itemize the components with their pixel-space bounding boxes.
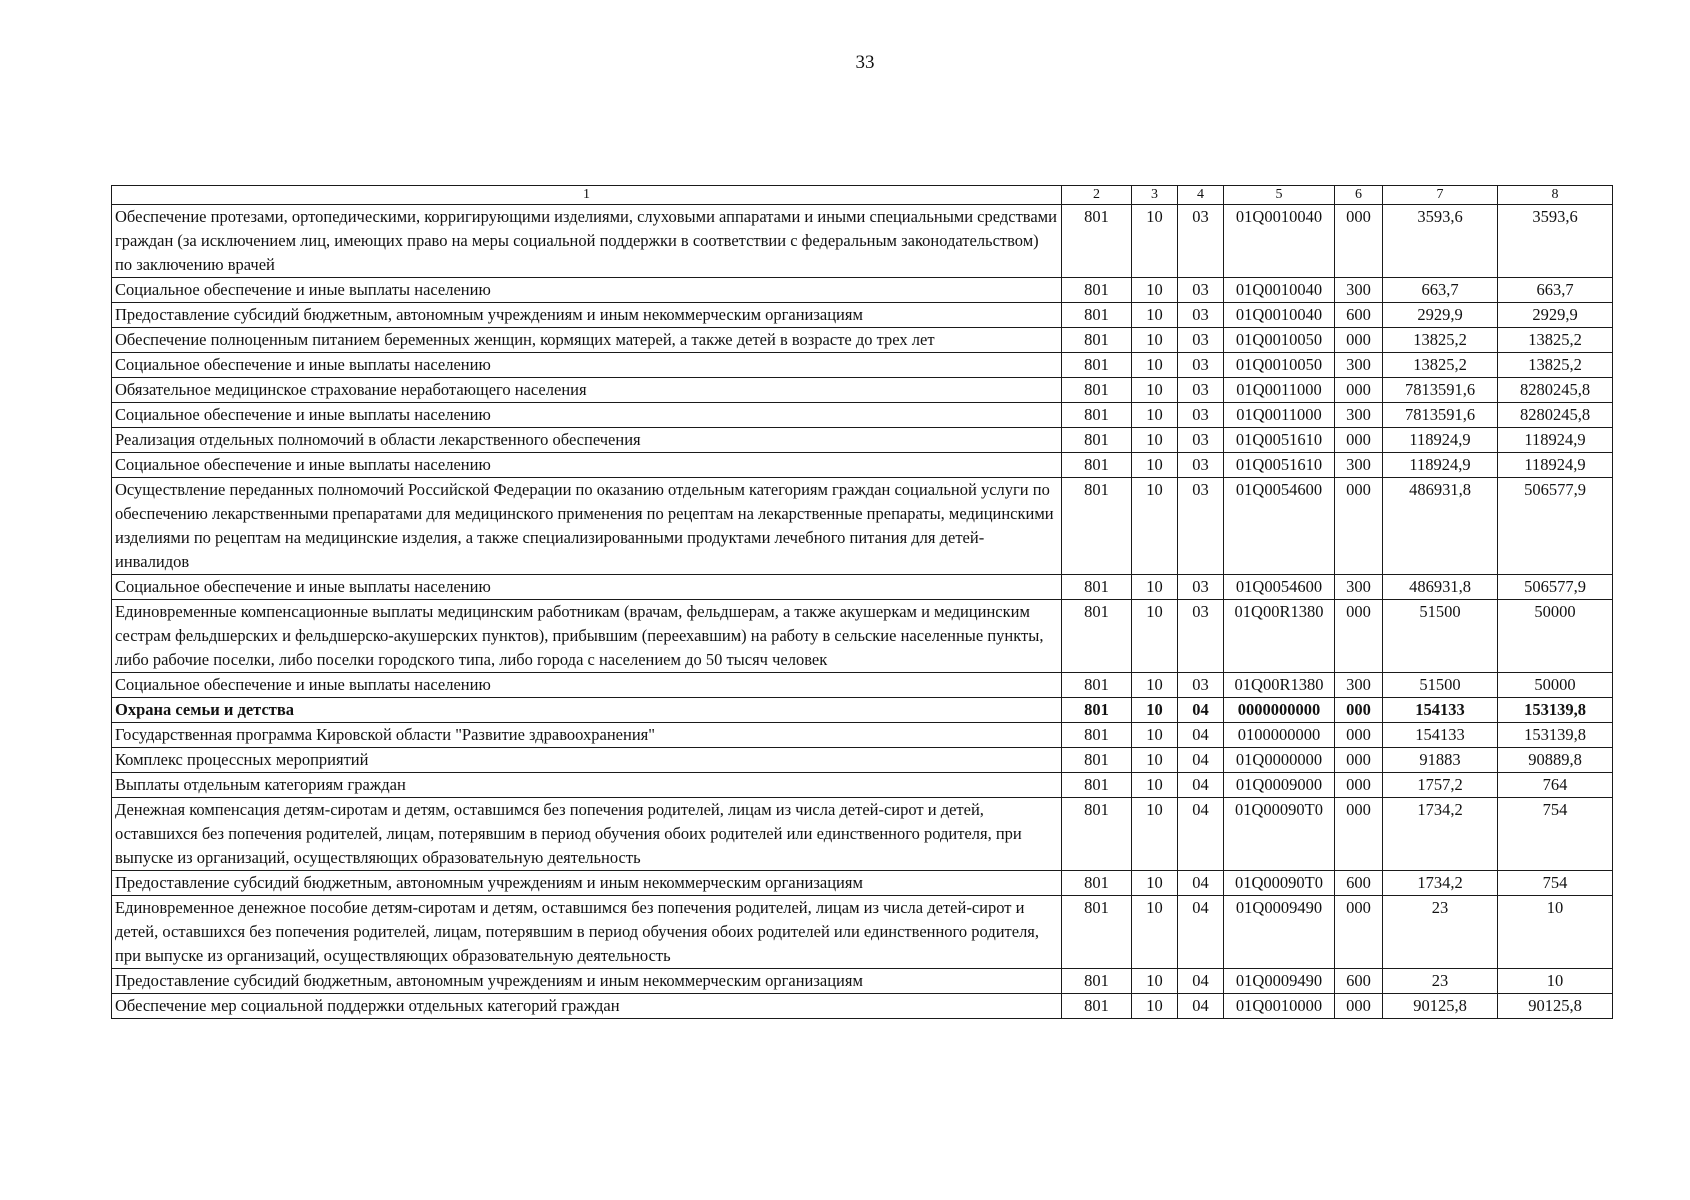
cell-section: 10 [1132, 994, 1178, 1019]
cell-name: Государственная программа Кировской области "Развитие здравоохранения" [112, 723, 1062, 748]
cell-amount-year-1: 663,7 [1383, 278, 1498, 303]
table-row [112, 353, 1613, 378]
cell-target-article: 01Q0054600 [1224, 478, 1335, 575]
cell-amount-year-2: 8280245,8 [1498, 378, 1613, 403]
cell-target-article: 01Q0011000 [1224, 378, 1335, 403]
table-row [112, 871, 1613, 896]
cell-subsection: 04 [1178, 871, 1224, 896]
cell-section: 10 [1132, 353, 1178, 378]
cell-amount-year-1: 23 [1383, 969, 1498, 994]
cell-amount-year-1: 90125,8 [1383, 994, 1498, 1019]
cell-name: Социальное обеспечение и иные выплаты населению [112, 403, 1062, 428]
cell-section: 10 [1132, 871, 1178, 896]
cell-ministry-code: 801 [1062, 453, 1132, 478]
cell-section: 10 [1132, 896, 1178, 969]
cell-amount-year-1: 13825,2 [1383, 328, 1498, 353]
table-row [112, 453, 1613, 478]
cell-section: 10 [1132, 698, 1178, 723]
cell-expense-type: 000 [1335, 798, 1383, 871]
cell-target-article: 01Q0010040 [1224, 303, 1335, 328]
cell-target-article: 01Q00R1380 [1224, 673, 1335, 698]
table-row [112, 896, 1613, 969]
cell-subsection: 04 [1178, 773, 1224, 798]
cell-amount-year-2: 118924,9 [1498, 428, 1613, 453]
cell-section: 10 [1132, 798, 1178, 871]
cell-subsection: 03 [1178, 575, 1224, 600]
cell-expense-type: 300 [1335, 575, 1383, 600]
cell-subsection: 04 [1178, 896, 1224, 969]
table-row [112, 723, 1613, 748]
cell-expense-type: 000 [1335, 600, 1383, 673]
cell-amount-year-2: 118924,9 [1498, 453, 1613, 478]
cell-amount-year-1: 2929,9 [1383, 303, 1498, 328]
table-row [112, 773, 1613, 798]
table-header-row [112, 186, 1613, 205]
cell-name: Социальное обеспечение и иные выплаты населению [112, 575, 1062, 600]
cell-section: 10 [1132, 969, 1178, 994]
budget-table-container [111, 185, 1612, 1019]
header-col-3: 3 [1132, 186, 1178, 205]
cell-target-article: 01Q0009000 [1224, 773, 1335, 798]
cell-amount-year-1: 7813591,6 [1383, 403, 1498, 428]
cell-name: Социальное обеспечение и иные выплаты населению [112, 278, 1062, 303]
cell-subsection: 03 [1178, 328, 1224, 353]
cell-ministry-code: 801 [1062, 773, 1132, 798]
cell-ministry-code: 801 [1062, 969, 1132, 994]
cell-subsection: 04 [1178, 798, 1224, 871]
cell-amount-year-1: 51500 [1383, 673, 1498, 698]
cell-expense-type: 000 [1335, 698, 1383, 723]
cell-subsection: 03 [1178, 478, 1224, 575]
header-col-5: 5 [1224, 186, 1335, 205]
table-body [112, 205, 1613, 1019]
cell-amount-year-1: 7813591,6 [1383, 378, 1498, 403]
cell-ministry-code: 801 [1062, 378, 1132, 403]
header-col-1: 1 [112, 186, 1062, 205]
cell-name: Денежная компенсация детям-сиротам и детям, оставшимся без попечения родителей, лицам из числа детей-сирот и детей, оставшихся без попечения родителей, лицам, потерявшим в период обучения обоих родителей или единственного родителя, при выпуске из организаций, осуществляющих образовательную деятельность [112, 798, 1062, 871]
cell-ministry-code: 801 [1062, 403, 1132, 428]
cell-amount-year-1: 23 [1383, 896, 1498, 969]
cell-expense-type: 300 [1335, 673, 1383, 698]
cell-amount-year-1: 13825,2 [1383, 353, 1498, 378]
cell-expense-type: 600 [1335, 969, 1383, 994]
cell-target-article: 01Q00R1380 [1224, 600, 1335, 673]
cell-ministry-code: 801 [1062, 278, 1132, 303]
cell-ministry-code: 801 [1062, 723, 1132, 748]
table-row [112, 378, 1613, 403]
cell-subsection: 03 [1178, 453, 1224, 478]
cell-ministry-code: 801 [1062, 428, 1132, 453]
cell-name: Социальное обеспечение и иные выплаты населению [112, 353, 1062, 378]
header-col-8: 8 [1498, 186, 1613, 205]
cell-amount-year-2: 90889,8 [1498, 748, 1613, 773]
cell-amount-year-2: 3593,6 [1498, 205, 1613, 278]
cell-ministry-code: 801 [1062, 698, 1132, 723]
cell-ministry-code: 801 [1062, 798, 1132, 871]
cell-subsection: 04 [1178, 748, 1224, 773]
cell-subsection: 03 [1178, 428, 1224, 453]
table-row [112, 328, 1613, 353]
header-col-7: 7 [1383, 186, 1498, 205]
cell-section: 10 [1132, 453, 1178, 478]
cell-amount-year-2: 506577,9 [1498, 575, 1613, 600]
cell-section: 10 [1132, 600, 1178, 673]
cell-amount-year-1: 118924,9 [1383, 428, 1498, 453]
cell-amount-year-1: 1757,2 [1383, 773, 1498, 798]
cell-ministry-code: 801 [1062, 575, 1132, 600]
cell-expense-type: 600 [1335, 303, 1383, 328]
cell-ministry-code: 801 [1062, 871, 1132, 896]
cell-ministry-code: 801 [1062, 994, 1132, 1019]
cell-subsection: 03 [1178, 673, 1224, 698]
cell-section: 10 [1132, 403, 1178, 428]
cell-name: Комплекс процессных мероприятий [112, 748, 1062, 773]
cell-amount-year-2: 13825,2 [1498, 328, 1613, 353]
header-col-4: 4 [1178, 186, 1224, 205]
cell-section: 10 [1132, 773, 1178, 798]
cell-name: Предоставление субсидий бюджетным, автономным учреждениям и иным некоммерческим организациям [112, 303, 1062, 328]
cell-target-article: 0100000000 [1224, 723, 1335, 748]
cell-name: Предоставление субсидий бюджетным, автономным учреждениям и иным некоммерческим организациям [112, 871, 1062, 896]
cell-ministry-code: 801 [1062, 478, 1132, 575]
cell-expense-type: 000 [1335, 994, 1383, 1019]
cell-target-article: 01Q0010050 [1224, 353, 1335, 378]
cell-subsection: 03 [1178, 303, 1224, 328]
cell-target-article: 01Q0010040 [1224, 205, 1335, 278]
cell-amount-year-2: 90125,8 [1498, 994, 1613, 1019]
cell-name: Социальное обеспечение и иные выплаты населению [112, 673, 1062, 698]
cell-subsection: 03 [1178, 403, 1224, 428]
cell-amount-year-1: 1734,2 [1383, 798, 1498, 871]
cell-amount-year-1: 118924,9 [1383, 453, 1498, 478]
cell-amount-year-2: 754 [1498, 871, 1613, 896]
cell-expense-type: 000 [1335, 205, 1383, 278]
cell-subsection: 04 [1178, 723, 1224, 748]
cell-ministry-code: 801 [1062, 896, 1132, 969]
table-row [112, 969, 1613, 994]
cell-subsection: 04 [1178, 698, 1224, 723]
cell-target-article: 01Q0000000 [1224, 748, 1335, 773]
cell-expense-type: 000 [1335, 328, 1383, 353]
cell-target-article: 01Q00090T0 [1224, 871, 1335, 896]
cell-amount-year-1: 3593,6 [1383, 205, 1498, 278]
cell-subsection: 03 [1178, 353, 1224, 378]
cell-amount-year-2: 153139,8 [1498, 698, 1613, 723]
cell-expense-type: 300 [1335, 353, 1383, 378]
cell-expense-type: 600 [1335, 871, 1383, 896]
cell-subsection: 03 [1178, 378, 1224, 403]
cell-name: Выплаты отдельным категориям граждан [112, 773, 1062, 798]
cell-name: Обеспечение полноценным питанием беременных женщин, кормящих матерей, а также детей в возрасте до трех лет [112, 328, 1062, 353]
cell-amount-year-2: 506577,9 [1498, 478, 1613, 575]
cell-target-article: 01Q0010050 [1224, 328, 1335, 353]
cell-expense-type: 300 [1335, 278, 1383, 303]
cell-amount-year-2: 764 [1498, 773, 1613, 798]
cell-subsection: 04 [1178, 994, 1224, 1019]
cell-target-article: 01Q0009490 [1224, 896, 1335, 969]
cell-target-article: 01Q0051610 [1224, 453, 1335, 478]
cell-expense-type: 300 [1335, 403, 1383, 428]
cell-subsection: 03 [1178, 205, 1224, 278]
table-row [112, 575, 1613, 600]
cell-ministry-code: 801 [1062, 303, 1132, 328]
cell-section: 10 [1132, 748, 1178, 773]
table-row [112, 278, 1613, 303]
table-row [112, 303, 1613, 328]
cell-subsection: 03 [1178, 600, 1224, 673]
table-row [112, 428, 1613, 453]
cell-expense-type: 000 [1335, 428, 1383, 453]
cell-amount-year-2: 663,7 [1498, 278, 1613, 303]
page-number: 33 [855, 52, 875, 73]
cell-amount-year-1: 154133 [1383, 698, 1498, 723]
cell-target-article: 01Q0051610 [1224, 428, 1335, 453]
cell-expense-type: 300 [1335, 453, 1383, 478]
cell-section: 10 [1132, 205, 1178, 278]
cell-name: Обязательное медицинское страхование неработающего населения [112, 378, 1062, 403]
cell-section: 10 [1132, 575, 1178, 600]
cell-expense-type: 000 [1335, 773, 1383, 798]
cell-amount-year-2: 10 [1498, 969, 1613, 994]
header-col-6: 6 [1335, 186, 1383, 205]
cell-amount-year-1: 1734,2 [1383, 871, 1498, 896]
cell-expense-type: 000 [1335, 748, 1383, 773]
cell-ministry-code: 801 [1062, 353, 1132, 378]
cell-amount-year-1: 486931,8 [1383, 575, 1498, 600]
cell-subsection: 03 [1178, 278, 1224, 303]
cell-name: Охрана семьи и детства [112, 698, 1062, 723]
cell-target-article: 01Q0010000 [1224, 994, 1335, 1019]
cell-section: 10 [1132, 673, 1178, 698]
table-row [112, 205, 1613, 278]
cell-ministry-code: 801 [1062, 673, 1132, 698]
table-row [112, 748, 1613, 773]
table-row [112, 798, 1613, 871]
cell-section: 10 [1132, 328, 1178, 353]
cell-target-article: 01Q0011000 [1224, 403, 1335, 428]
table-row [112, 478, 1613, 575]
cell-ministry-code: 801 [1062, 328, 1132, 353]
cell-ministry-code: 801 [1062, 600, 1132, 673]
cell-name: Социальное обеспечение и иные выплаты населению [112, 453, 1062, 478]
table-row [112, 403, 1613, 428]
cell-expense-type: 000 [1335, 478, 1383, 575]
table-row [112, 994, 1613, 1019]
cell-section: 10 [1132, 478, 1178, 575]
budget-table [111, 185, 1613, 1019]
cell-ministry-code: 801 [1062, 205, 1132, 278]
cell-name: Обеспечение мер социальной поддержки отдельных категорий граждан [112, 994, 1062, 1019]
cell-section: 10 [1132, 303, 1178, 328]
table-row [112, 600, 1613, 673]
cell-subsection: 04 [1178, 969, 1224, 994]
header-col-2: 2 [1062, 186, 1132, 205]
cell-target-article: 01Q00090T0 [1224, 798, 1335, 871]
cell-section: 10 [1132, 378, 1178, 403]
cell-amount-year-2: 2929,9 [1498, 303, 1613, 328]
cell-name: Осуществление переданных полномочий Российской Федерации по оказанию отдельным категориям граждан социальной услуги по обеспечению лекарственными препаратами для медицинского применения по рецептам на лекарственные препараты, медицинскими изделиями по рецептам на медицинские изделия, а также специализированными продуктами лечебного питания для детей-инвалидов [112, 478, 1062, 575]
cell-amount-year-2: 50000 [1498, 673, 1613, 698]
table-row [112, 673, 1613, 698]
cell-amount-year-2: 754 [1498, 798, 1613, 871]
table-row [112, 698, 1613, 723]
cell-amount-year-2: 10 [1498, 896, 1613, 969]
cell-name: Обеспечение протезами, ортопедическими, корригирующими изделиями, слуховыми аппаратами и иными специальными средствами граждан (за исключением лиц, имеющих право на меры социальной поддержки в соответствии с федеральным законодательством) по заключению врачей [112, 205, 1062, 278]
cell-target-article: 0000000000 [1224, 698, 1335, 723]
cell-amount-year-1: 51500 [1383, 600, 1498, 673]
cell-ministry-code: 801 [1062, 748, 1132, 773]
cell-expense-type: 000 [1335, 723, 1383, 748]
cell-expense-type: 000 [1335, 378, 1383, 403]
cell-name: Единовременное денежное пособие детям-сиротам и детям, оставшимся без попечения родителей, лицам из числа детей-сирот и детей, оставшихся без попечения родителей, лицам, потерявшим в период обучения обоих родителей или единственного родителя, при выпуске из организаций, осуществляющих образовательную деятельность [112, 896, 1062, 969]
cell-name: Единовременные компенсационные выплаты медицинским работникам (врачам, фельдшерам, а также акушеркам и медицинским сестрам фельдшерских и фельдшерско-акушерских пунктов), прибывшим (переехавшим) на работу в сельские населенные пункты, либо рабочие поселки, либо поселки городского типа, либо города с населением до 50 тысяч человек [112, 600, 1062, 673]
cell-target-article: 01Q0009490 [1224, 969, 1335, 994]
cell-section: 10 [1132, 428, 1178, 453]
cell-target-article: 01Q0010040 [1224, 278, 1335, 303]
cell-amount-year-1: 91883 [1383, 748, 1498, 773]
cell-amount-year-2: 153139,8 [1498, 723, 1613, 748]
cell-name: Реализация отдельных полномочий в области лекарственного обеспечения [112, 428, 1062, 453]
cell-section: 10 [1132, 723, 1178, 748]
cell-target-article: 01Q0054600 [1224, 575, 1335, 600]
cell-amount-year-2: 8280245,8 [1498, 403, 1613, 428]
cell-name: Предоставление субсидий бюджетным, автономным учреждениям и иным некоммерческим организациям [112, 969, 1062, 994]
cell-amount-year-2: 50000 [1498, 600, 1613, 673]
cell-amount-year-1: 486931,8 [1383, 478, 1498, 575]
cell-expense-type: 000 [1335, 896, 1383, 969]
cell-section: 10 [1132, 278, 1178, 303]
cell-amount-year-1: 154133 [1383, 723, 1498, 748]
cell-amount-year-2: 13825,2 [1498, 353, 1613, 378]
